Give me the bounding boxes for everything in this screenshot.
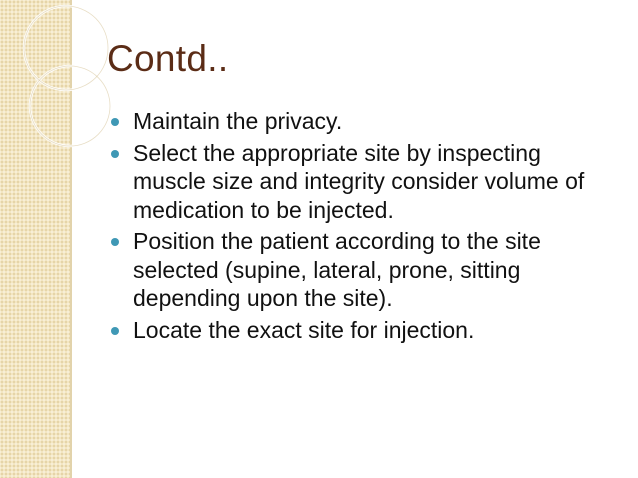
bullet-item bbox=[107, 107, 607, 136]
bullet-text: Locate the exact site for injection. bbox=[133, 316, 475, 343]
bullet-marker-icon bbox=[111, 150, 119, 158]
bullet-item bbox=[107, 227, 607, 313]
bullet-list bbox=[107, 107, 607, 347]
bullet-text: Select the appropriate site by inspecting muscle size and integrity consider volume of medication to be injected. bbox=[133, 139, 585, 223]
bullet-item bbox=[107, 139, 607, 225]
bullet-marker-icon bbox=[111, 238, 119, 246]
bullet-marker-icon bbox=[111, 118, 119, 126]
bullet-text: Maintain the privacy. bbox=[133, 108, 343, 134]
decorative-rings-icon bbox=[0, 0, 120, 160]
bullet-item bbox=[107, 316, 607, 345]
slide-title: Contd.. bbox=[107, 38, 229, 79]
bullet-marker-icon bbox=[111, 327, 119, 335]
bullet-text: Position the patient according to the site selected (supine, lateral, prone, sitting depending upon the site). bbox=[133, 228, 541, 311]
